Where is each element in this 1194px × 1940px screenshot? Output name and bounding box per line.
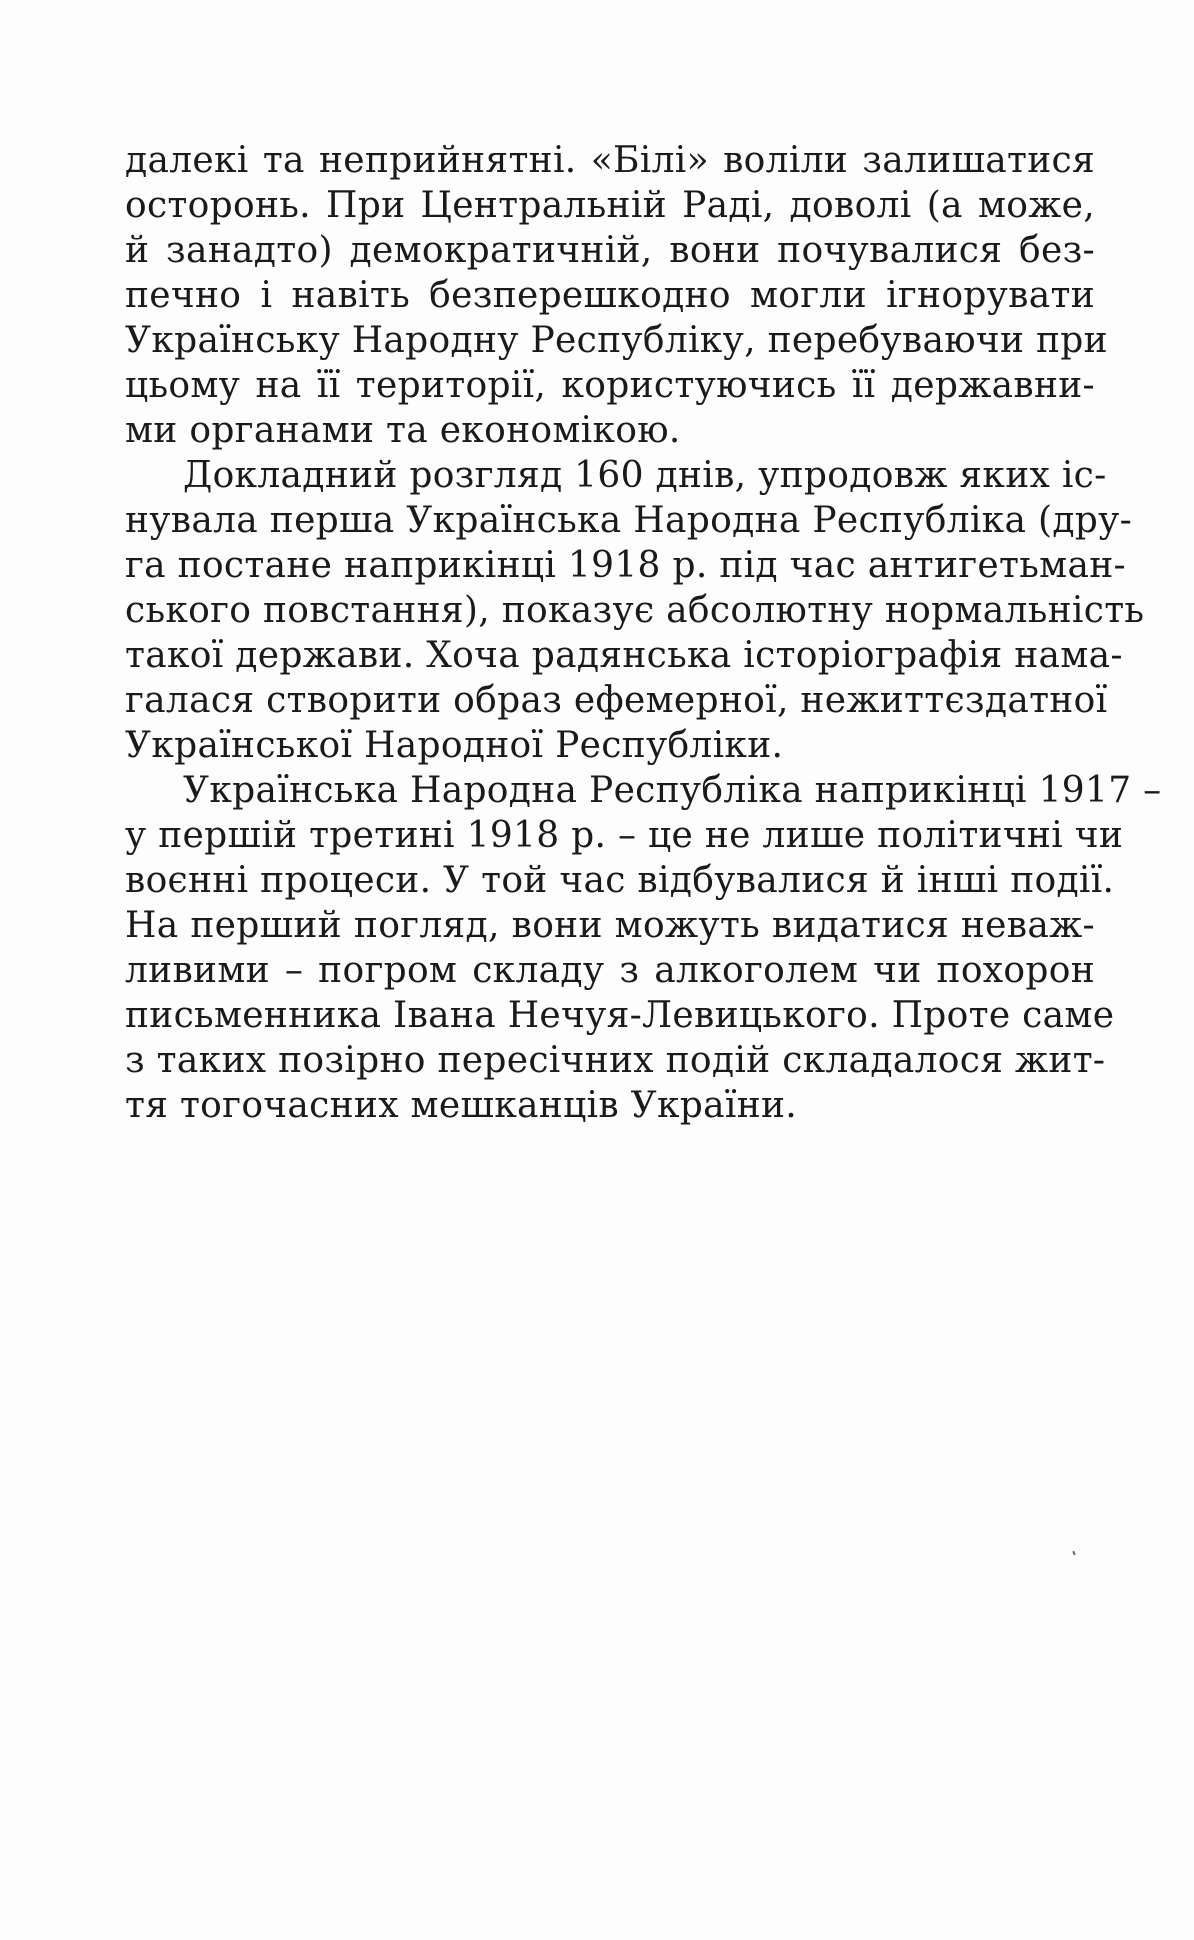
- text-line: ми органами та економікою.: [125, 410, 681, 451]
- paragraph-1: [125, 138, 1108, 453]
- text-line: Українська Народна Республіка наприкінці 1917 –: [183, 770, 1162, 811]
- text-line: воєнні процеси. У той час відбувалися й інші події.: [125, 860, 1115, 901]
- text-line: осторонь. При Центральній Раді, доволі (а може,: [125, 185, 1095, 226]
- text-line: На перший погляд, вони можуть видатися неваж-: [125, 905, 1095, 946]
- text-line: у першій третині 1918 р. – це не лише політичні чи: [125, 815, 1124, 856]
- text-line: ського повстання), показує абсолютну нормальність: [125, 590, 1145, 631]
- text-line: Докладний розгляд 160 днів, упродовж яких іс-: [183, 455, 1107, 496]
- ink-speck: [1072, 1551, 1076, 1555]
- body-text: [125, 138, 1162, 1128]
- text-line: галася створити образ ефемерної, нежиттєздатної: [125, 680, 1108, 721]
- text-line: з таких позірно пересічних подій складалося жит-: [125, 1040, 1106, 1081]
- text-line: нувала перша Українська Народна Республіка (дру-: [125, 500, 1133, 541]
- paragraph-3: [125, 768, 1162, 1128]
- text-line: письменника Івана Нечуя-Левицького. Проте саме: [125, 995, 1115, 1036]
- text-line: печно і навіть безперешкодно могли ігнорувати: [125, 275, 1095, 316]
- text-line: тя тогочасних мешканців України.: [125, 1085, 798, 1126]
- text-line: Української Народної Республіки.: [125, 725, 784, 766]
- paragraph-2: [125, 453, 1145, 768]
- text-line: ливими – погром складу з алкоголем чи похорон: [125, 950, 1095, 991]
- text-line: Українську Народну Республіку, перебуваючи при: [125, 320, 1108, 361]
- text-line: й занадто) демократичній, вони почувалися без-: [125, 230, 1095, 271]
- text-line: такої держави. Хоча радянська історіографія нама-: [125, 635, 1123, 676]
- text-line: цьому на її території, користуючись її державни-: [125, 365, 1095, 406]
- text-line: га постане наприкінці 1918 р. під час антигетьман-: [125, 545, 1126, 586]
- text-line: далекі та неприйнятні. «Білі» воліли залишатися: [125, 140, 1095, 181]
